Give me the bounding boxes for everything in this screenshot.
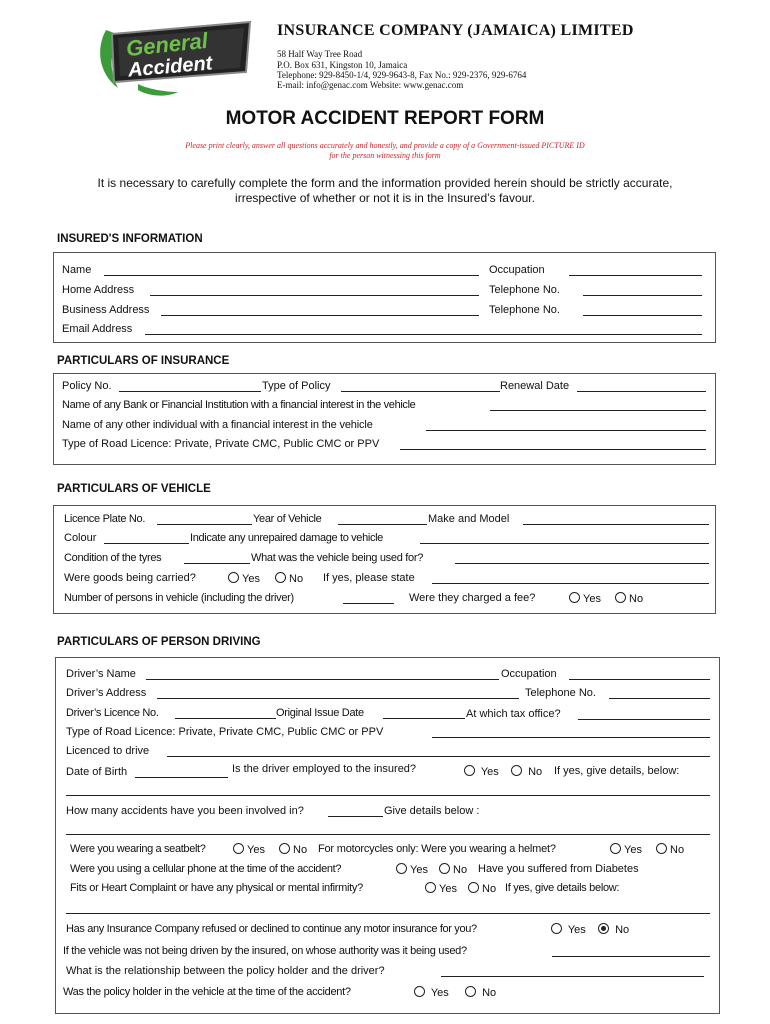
telephone-1-field[interactable] (583, 295, 702, 296)
policyholder-yes-label: Yes (430, 987, 449, 999)
telephone-2-label: Telephone No. (489, 304, 560, 316)
email-address-field[interactable] (145, 334, 702, 335)
company-logo (78, 18, 258, 98)
home-address-label: Home Address (62, 284, 135, 296)
dob-field[interactable] (135, 777, 228, 778)
form-notice-2: irrespective of whether or not it is in the Insured’s favour. (235, 191, 535, 205)
driver-address-field[interactable] (157, 698, 519, 699)
telephone-2-field[interactable] (583, 315, 702, 316)
radio-icon (228, 572, 239, 583)
cellphone-yes-label: Yes (410, 864, 428, 876)
business-address-label: Business Address (62, 304, 150, 316)
insured-name-field[interactable] (104, 275, 479, 276)
radio-icon (511, 765, 522, 776)
diabetes-label: Have you suffered from Diabetes (478, 863, 639, 875)
radio-icon (569, 592, 580, 603)
fits-no-option[interactable] (468, 882, 496, 895)
radio-icon (275, 572, 286, 583)
seatbelt-yes-option[interactable] (233, 843, 265, 856)
licence-plate-field[interactable] (157, 524, 252, 525)
driver-name-label: Driver’s Name (66, 668, 136, 680)
radio-icon (656, 843, 667, 854)
issue-date-label: Original Issue Date (276, 707, 364, 719)
seatbelt-no-label: No (293, 844, 308, 856)
driver-occupation-field[interactable] (569, 679, 710, 680)
fits-details-field[interactable] (66, 913, 710, 914)
relationship-label: What is the relationship between the policy holder and the driver? (66, 965, 385, 977)
driver-road-licence-field[interactable] (432, 737, 710, 738)
radio-icon (414, 986, 425, 997)
form-notice-1: It is necessary to carefully complete the form and the information provided herein should be strictly accurate, (97, 176, 673, 190)
helmet-label: For motorcycles only: Were you wearing a helmet? (318, 843, 556, 855)
fits-heart-label: Fits or Heart Complaint or have any physical or mental infirmity? (70, 882, 363, 894)
radio-icon (425, 882, 436, 893)
goods-yes-label: Yes (242, 573, 260, 585)
form-instruction-2: for the person witnessing this form (329, 151, 441, 160)
insurance-road-licence-field[interactable] (400, 449, 706, 450)
type-of-policy-field[interactable] (341, 391, 500, 392)
policyholder-yes-option[interactable] (414, 986, 449, 999)
licence-plate-label: Licence Plate No. (64, 513, 146, 525)
used-for-field[interactable] (455, 563, 709, 564)
used-for-label: What was the vehicle being used for? (251, 552, 424, 564)
employed-yes-label: Yes (480, 766, 499, 778)
accidents-count-field[interactable] (328, 816, 383, 817)
persons-in-vehicle-field[interactable] (343, 603, 394, 604)
radio-icon (233, 843, 244, 854)
charged-no-label: No (629, 593, 644, 605)
authority-label: If the vehicle was not being driven by the insured, on whose authority was it being used? (63, 945, 467, 957)
driver-telephone-field[interactable] (609, 698, 710, 699)
relationship-field[interactable] (441, 976, 704, 977)
authority-field[interactable] (552, 956, 710, 957)
dob-label: Date of Birth (66, 766, 128, 778)
goods-yes-option[interactable] (228, 572, 260, 585)
cellphone-yes-option[interactable] (396, 863, 428, 876)
company-address-2: P.O. Box 631, Kingston 10, Jamaica (277, 60, 408, 70)
email-address-label: Email Address (62, 323, 133, 335)
tax-office-label: At which tax office? (466, 708, 561, 720)
vehicle-year-label: Year of Vehicle (253, 513, 322, 525)
unrepaired-damage-label: Indicate any unrepaired damage to vehicle (190, 532, 383, 544)
if-yes-state-label: If yes, please state (323, 572, 415, 584)
business-address-field[interactable] (161, 315, 479, 316)
policy-no-field[interactable] (119, 391, 261, 392)
helmet-yes-option[interactable] (610, 843, 642, 856)
refused-yes-option[interactable] (551, 923, 586, 936)
cellphone-no-label: No (453, 864, 468, 876)
helmet-no-label: No (670, 844, 685, 856)
radio-icon (439, 863, 450, 874)
driver-occupation-label: Occupation (501, 668, 557, 680)
logo-text-general: General (124, 27, 209, 62)
employed-no-label: No (528, 766, 543, 778)
licenced-to-drive-field[interactable] (167, 756, 710, 757)
policyholder-no-option[interactable] (465, 986, 496, 999)
seatbelt-yes-label: Yes (247, 844, 265, 856)
radio-icon (551, 923, 562, 934)
unrepaired-damage-field[interactable] (420, 543, 709, 544)
refused-insurance-label: Has any Insurance Company refused or declined to continue any motor insurance for you? (66, 923, 477, 935)
colour-label: Colour (64, 532, 97, 544)
bank-interest-field[interactable] (490, 410, 706, 411)
fits-yes-label: Yes (439, 883, 457, 895)
form-instruction-1: Please print clearly, answer all questions accurately and honestly, and provide a copy of a Government-issued PICTURE ID (185, 141, 585, 150)
licenced-to-drive-label: Licenced to drive (66, 745, 150, 757)
policyholder-no-label: No (482, 987, 497, 999)
issue-date-field[interactable] (383, 718, 465, 719)
employed-yes-option[interactable] (464, 765, 499, 778)
refused-no-option[interactable] (598, 923, 629, 936)
company-email: E-mail: info@genac.com Website: www.genac.com (277, 80, 464, 90)
company-name: INSURANCE COMPANY (JAMAICA) LIMITED (277, 22, 634, 39)
home-address-field[interactable] (150, 295, 479, 296)
driver-address-label: Driver’s Address (66, 687, 147, 699)
helmet-yes-label: Yes (624, 844, 642, 856)
company-phone: Telephone: 929-8450-1/4, 929-9643-8, Fax No.: 929-2376, 929-6764 (277, 70, 527, 80)
tax-office-field[interactable] (578, 719, 710, 720)
give-details-label: Give details below : (384, 805, 480, 817)
renewal-date-field[interactable] (577, 391, 706, 392)
insured-section-box (53, 252, 716, 343)
charged-fee-label: Were they charged a fee? (409, 592, 536, 604)
driver-telephone-label: Telephone No. (525, 687, 596, 699)
radio-icon (464, 765, 475, 776)
seatbelt-label: Were you wearing a seatbelt? (70, 843, 206, 855)
radio-icon (465, 986, 476, 997)
employed-no-option[interactable] (511, 765, 542, 778)
individual-interest-label: Name of any other individual with a financial interest in the vehicle (62, 419, 373, 431)
goods-details-field[interactable] (432, 583, 709, 584)
radio-icon (279, 843, 290, 854)
logo-text-accident: Accident (127, 52, 214, 82)
employed-details-label: If yes, give details, below: (554, 765, 680, 777)
insured-occupation-field[interactable] (569, 275, 702, 276)
make-model-label: Make and Model (428, 513, 510, 525)
refused-no-label: No (615, 924, 630, 936)
goods-no-label: No (289, 573, 304, 585)
bank-interest-label: Name of any Bank or Financial Institution with a financial interest in the vehicle (62, 399, 416, 411)
persons-in-vehicle-label: Number of persons in vehicle (including the driver) (64, 592, 294, 604)
driver-road-licence-label: Type of Road Licence: Private, Private CMC, Public CMC or PPV (66, 726, 384, 738)
tyres-label: Condition of the tyres (64, 552, 162, 564)
colour-field[interactable] (104, 543, 189, 544)
charged-yes-option[interactable] (569, 592, 601, 605)
radio-icon (468, 882, 479, 893)
individual-interest-field[interactable] (426, 430, 706, 431)
refused-yes-label: Yes (567, 924, 586, 936)
policy-no-label: Policy No. (62, 380, 112, 392)
insured-occupation-label: Occupation (489, 264, 545, 276)
cellphone-label: Were you using a cellular phone at the time of the accident? (70, 863, 342, 875)
cellphone-no-option[interactable] (439, 863, 467, 876)
tyres-field[interactable] (184, 563, 250, 564)
driver-licence-field[interactable] (175, 718, 276, 719)
goods-no-option[interactable] (275, 572, 303, 585)
fits-details-label: If yes, give details below: (505, 882, 620, 894)
fits-no-label: No (482, 883, 497, 895)
radio-icon (396, 863, 407, 874)
vehicle-heading: PARTICULARS OF VEHICLE (57, 483, 211, 495)
charged-yes-label: Yes (583, 593, 601, 605)
helmet-no-option[interactable] (656, 843, 684, 856)
goods-carried-label: Were goods being carried? (64, 572, 196, 584)
driver-heading: PARTICULARS OF PERSON DRIVING (57, 636, 261, 648)
form-title: MOTOR ACCIDENT REPORT FORM (225, 108, 545, 129)
radio-checked-icon (598, 923, 609, 934)
employed-label: Is the driver employed to the insured? (232, 763, 417, 775)
employed-details-field[interactable] (66, 795, 710, 796)
fits-yes-option[interactable] (425, 882, 457, 895)
accident-details-field[interactable] (66, 834, 710, 835)
make-model-field[interactable] (523, 524, 709, 525)
insurance-road-licence-label: Type of Road Licence: Private, Private CMC, Public CMC or PPV (62, 438, 380, 450)
telephone-1-label: Telephone No. (489, 284, 560, 296)
policyholder-in-vehicle-label: Was the policy holder in the vehicle at the time of the accident? (63, 986, 351, 998)
renewal-date-label: Renewal Date (500, 380, 570, 392)
insurance-heading: PARTICULARS OF INSURANCE (57, 355, 230, 367)
radio-icon (615, 592, 626, 603)
seatbelt-no-option[interactable] (279, 843, 307, 856)
driver-name-field[interactable] (146, 679, 499, 680)
insured-name-label: Name (62, 264, 92, 276)
company-address-1: 58 Half Way Tree Road (277, 49, 363, 59)
vehicle-year-field[interactable] (338, 524, 427, 525)
charged-no-option[interactable] (615, 592, 643, 605)
accidents-label: How many accidents have you been involved in? (66, 805, 304, 817)
driver-licence-label: Driver’s Licence No. (66, 707, 159, 719)
radio-icon (610, 843, 621, 854)
type-of-policy-label: Type of Policy (262, 380, 331, 392)
insured-heading: INSURED'S INFORMATION (57, 233, 203, 245)
